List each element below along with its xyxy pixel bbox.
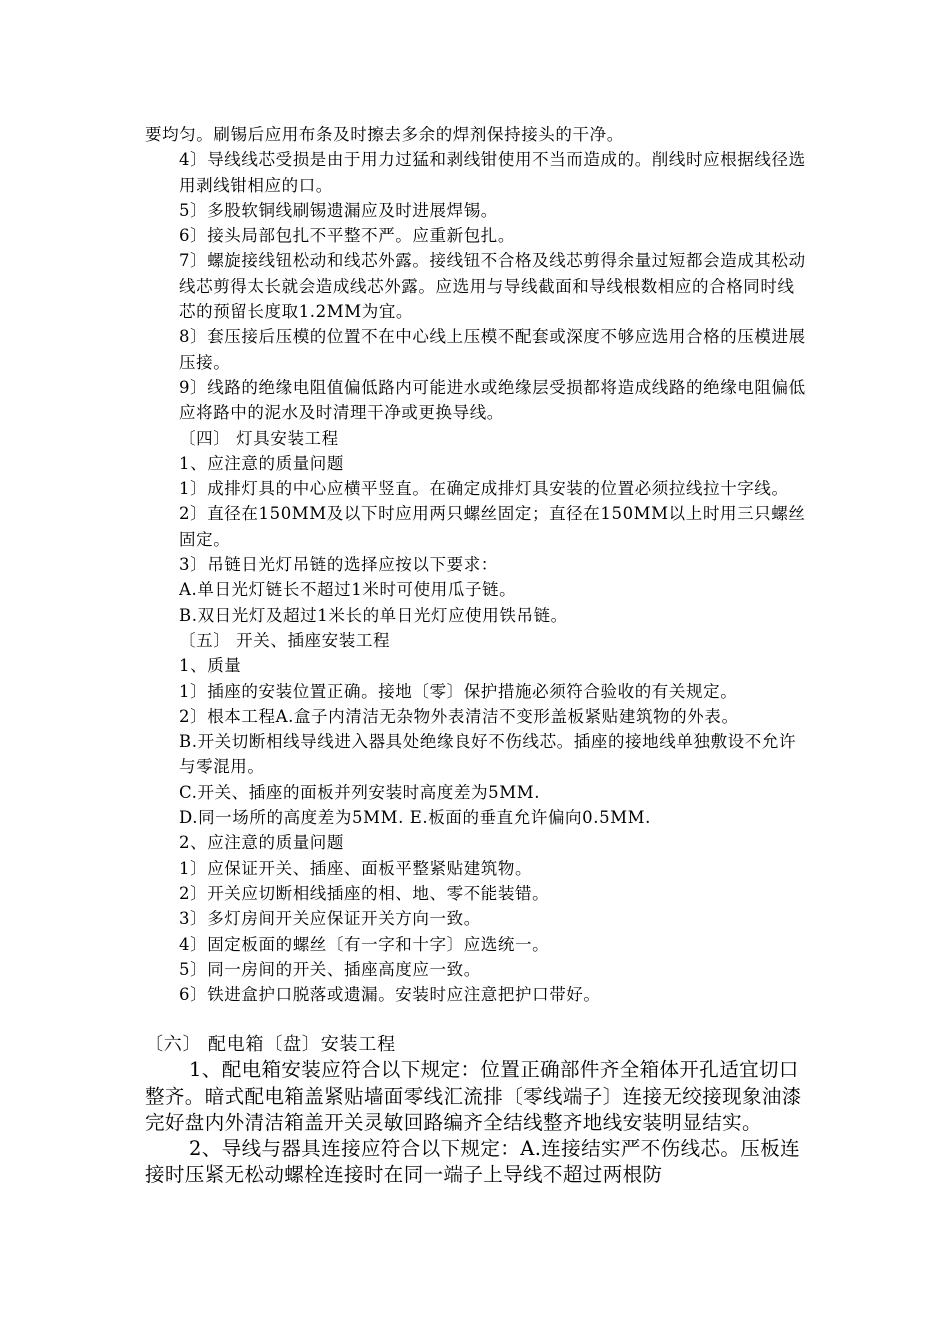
paragraph: 4〕导线线芯受损是由于用力过猛和剥线钳使用不当而造成的。削线时应根据线径选用剥线钳相应的口。 [179, 150, 806, 195]
paragraph: 1〕成排灯具的中心应横平竖直。在确定成排灯具安装的位置必须拉线拉十字线。 [179, 479, 789, 499]
paragraph: 4〕固定板面的螺丝〔有一字和十字〕应选统一。 [179, 934, 550, 954]
paragraph: 2〕直径在150MM及以下时应用两只螺丝固定；直径在150MM以上时用三只螺丝固定。 [179, 504, 806, 549]
subheading: 1、应注意的质量问题 [179, 453, 344, 473]
paragraph: 1〕插座的安装位置正确。接地〔零〕保护措施必须符合验收的有关规定。 [179, 681, 738, 701]
paragraph: 3〕多灯房间开关应保证开关方向一致。 [179, 909, 481, 929]
paragraph: 2〕根本工程A.盒子内清洁无杂物外表清洁不变形盖板紧贴建筑物的外表。 [179, 706, 739, 726]
paragraph: D.同一场所的高度差为5MM. E.板面的垂直允许偏向0.5MM. [179, 808, 652, 828]
section-heading: 〔五〕 开关、插座安装工程 [179, 630, 391, 650]
subheading: 1、质量 [179, 656, 242, 676]
paragraph: 6〕铁进盒护口脱落或遗漏。安装时应注意把护口带好。 [179, 985, 601, 1005]
paragraph: 1〕应保证开关、插座、面板平整紧贴建筑物。 [179, 858, 533, 878]
paragraph: A.单日光灯链长不超过1米时可使用瓜子链。 [179, 580, 517, 600]
section-heading: 〔四〕 灯具安装工程 [179, 428, 339, 448]
paragraph: 7〕螺旋接线钮松动和线芯外露。接线钮不合格及线芯剪得余量过短都会造成其松动线芯剪得太长就会造成线芯外露。应选用与导线截面和导线根数相应的合格同时线芯的预留长度取1.2MM为宜。 [179, 251, 806, 322]
paragraph: 9〕线路的绝缘电阻值偏低路内可能进水或绝缘层受损都将造成线路的绝缘电阻偏低应将路中的泥水及时清理干净或更换导线。 [179, 377, 806, 423]
paragraph: 2、导线与器具连接应符合以下规定：A.连接结实严不伤线芯。压板连接时压紧无松动螺栓连接时在同一端子上导线不超过两根防 [145, 1137, 800, 1187]
subheading: 2、应注意的质量问题 [179, 833, 344, 853]
paragraph: 1、配电箱安装应符合以下规定：位置正确部件齐全箱体开孔适宜切口整齐。暗式配电箱盖紧贴墙面零线汇流排〔零线端子〕连接无绞接现象油漆完好盘内外清洁箱盖开关灵敏回路编齐全结线整齐地线安装明显结实。 [145, 1058, 802, 1134]
section-heading: 〔六〕 配电箱〔盘〕安装工程 [145, 1034, 396, 1056]
paragraph: C.开关、插座的面板并列安装时高度差为5MM. [179, 782, 541, 802]
paragraph: 6〕接头局部包扎不平整不严。应重新包扎。 [179, 226, 515, 246]
paragraph: B.开关切断相线导线进入器具处绝缘良好不伤线芯。插座的接地线单独敷设不允许与零混用。 [179, 732, 797, 777]
paragraph: 8〕套压接后压模的位置不在中心线上压模不配套或深度不够应选用合格的压模进展压接。 [179, 327, 806, 372]
paragraph: 3〕吊链日光灯吊链的选择应按以下要求： [179, 555, 498, 575]
paragraph: B.双日光灯及超过1米长的单日光灯应使用铁吊链。 [179, 605, 568, 625]
document-page [145, 122, 810, 1188]
paragraph: 5〕同一房间的开关、插座高度应一致。 [179, 959, 481, 979]
paragraph: 5〕多股软铜线刷锡遗漏应及时进展焊锡。 [179, 200, 498, 220]
paragraph: 要均匀。刷锡后应用布条及时擦去多余的焊剂保持接头的干净。 [145, 125, 624, 144]
paragraph: 2〕开关应切断相线插座的相、地、零不能装错。 [179, 883, 550, 903]
